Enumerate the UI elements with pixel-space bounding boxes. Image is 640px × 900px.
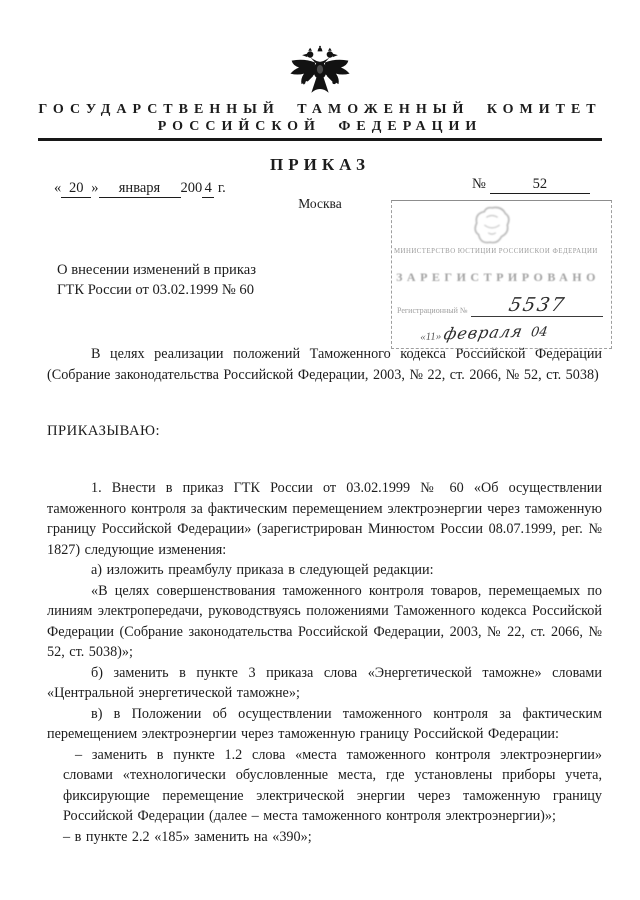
subject-line2: ГТК России от 03.02.1999 № 60	[57, 281, 254, 298]
org-name-line1: ГОСУДАРСТВЕННЫЙ ТАМОЖЕННЫЙ КОМИТЕТ	[38, 102, 602, 117]
org-name	[36, 101, 604, 135]
stamp-registered-label: ЗАРЕГИСТРИРОВАНО	[396, 270, 600, 284]
stamp-reg-number-value: 5537	[506, 294, 568, 316]
body-paragraph: – в пункте 2.2 «185» заменить на «390»;	[63, 828, 312, 845]
body-paragraph: в) в Положении об осуществлении таможенного контроля за фактическим перемещением электроэнергии через таможенную границу Российской Федерации:	[47, 705, 602, 742]
registration-stamp	[391, 200, 612, 349]
header-rule	[38, 138, 602, 141]
coat-of-arms-icon	[283, 44, 357, 102]
stamp-registration-date	[420, 321, 548, 344]
stamp-emblem-icon	[464, 204, 520, 253]
number-value: 52	[490, 176, 590, 194]
preamble-block	[47, 344, 602, 385]
date-open-quote: «	[54, 180, 62, 196]
date-year-digit: 4	[202, 180, 214, 198]
org-name-line2: РОССИЙСКОЙ ФЕДЕРАЦИИ	[157, 119, 483, 134]
body-paragraph: «В целях совершенствования таможенного контроля товаров, перемещаемых по линиям электропередачи, руководствуясь положениями Таможенного кодекса Российской Федерации (Собрание законодательства Российской Федерации, 2003, № 22, ст. 2066, № 52, ст. 5038)»;	[47, 582, 602, 660]
number-label: №	[472, 176, 486, 192]
stamp-reg-date-year: 04	[530, 324, 549, 341]
document-subject	[57, 261, 256, 300]
date-month: января	[99, 180, 181, 198]
body-paragraph: а) изложить преамбулу приказа в следующей редакции:	[91, 562, 434, 578]
date-year-prefix: 200	[180, 180, 203, 196]
date-close-quote: »	[91, 180, 99, 196]
doc-type-title: ПРИКАЗ	[270, 155, 370, 174]
stamp-reg-number-underline	[471, 294, 603, 317]
city-label: Москва	[298, 196, 342, 211]
date-year-suffix: г.	[217, 180, 226, 196]
date-day: 20	[61, 180, 91, 198]
stamp-reg-date-month: февраля	[441, 321, 525, 344]
stamp-reg-date-day: «11»	[419, 330, 442, 344]
stamp-reg-number-label: Регистрационный №	[397, 306, 468, 315]
stamp-ministry-line: МИНИСТЕРСТВО ЮСТИЦИИ РОССИЙСКОЙ ФЕДЕРАЦИИ	[394, 248, 598, 255]
body-paragraph: 1. Внести в приказ ГТК России от 03.02.1999 № 60 «Об осуществлении таможенного контроля за фактическим перемещением электроэнергии через таможенную границу Российской Федерации» (зарегистрирован Минюстом России 08.07.1999, рег. № 1827) следующие изменения:	[47, 480, 602, 558]
body-paragraph: б) заменить в пункте 3 приказа слова «Энергетической таможне» словами «Центральной энергетической таможне»;	[47, 664, 602, 701]
preamble-paragraph: В целях реализации положений Таможенного кодекса Российской Федерации (Собрание законодательства Российской Федерации, 2003, № 22, ст. 2066, № 52, ст. 5038)	[47, 346, 602, 383]
body-paragraph: – заменить в пункте 1.2 слова «места таможенного контроля электроэнергии» словами «технологически обусловленные места, где установлены приборы учета, фиксирующие перемещение электрической энергии через таможенную границу Российской Федерации (далее – места таможенного контроля электроэнергии)»;	[63, 746, 602, 824]
number-line	[472, 176, 590, 194]
order-word: ПРИКАЗЫВАЮ:	[47, 423, 161, 439]
stamp-registration-number-line	[397, 294, 603, 317]
order-items-block	[47, 478, 602, 847]
subject-line1: О внесении изменений в приказ	[57, 262, 256, 278]
